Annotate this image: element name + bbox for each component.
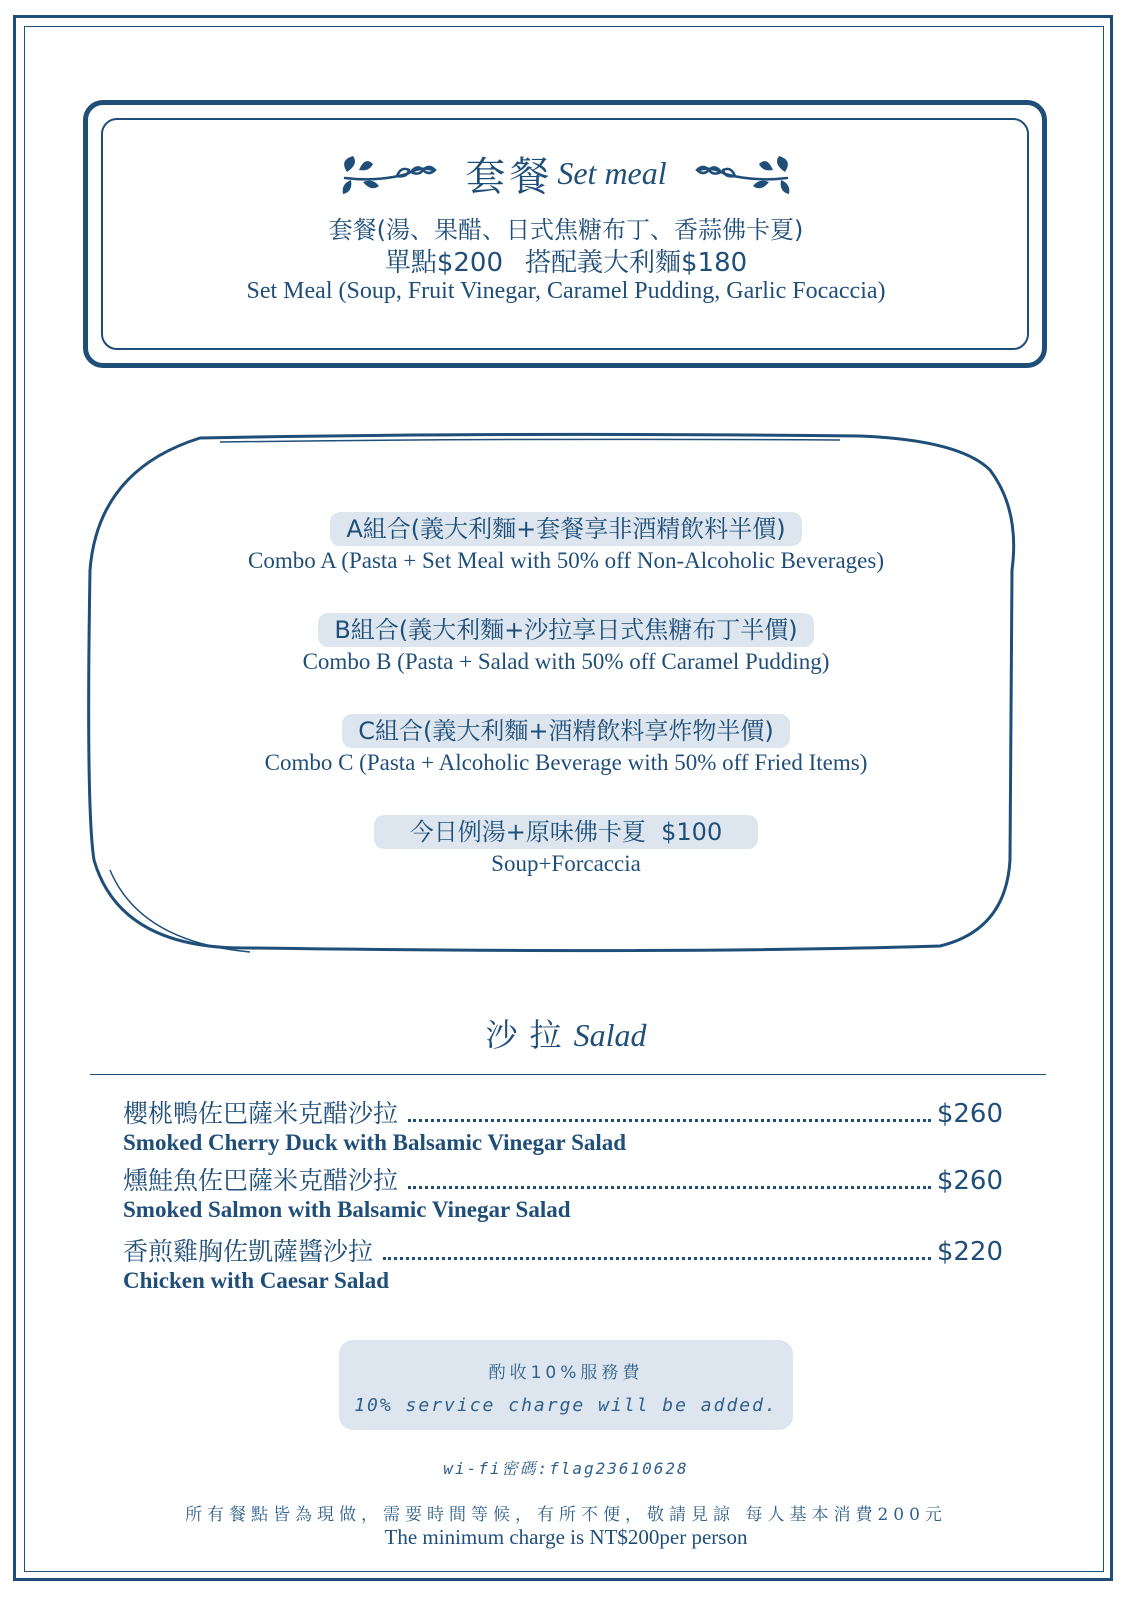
salad-title-zh: 沙拉 <box>485 1016 574 1054</box>
service-charge-en: 10% service charge will be added. <box>354 1395 778 1416</box>
notice-zh: 所有餐點皆為現做，需要時間等候，有所不便，敬請見諒 每人基本消費200元 <box>185 1505 947 1525</box>
menu-item-name-zh: 香煎雞胸佐凱薩醬沙拉 <box>123 1237 374 1266</box>
salad-heading <box>0 1010 1132 1054</box>
menu-item-price: $260 <box>936 1166 1003 1196</box>
menu-item-name-zh: 櫻桃鴨佐巴薩米克醋沙拉 <box>123 1099 399 1128</box>
menu-item-name-en: Chicken with Caesar Salad <box>123 1268 390 1293</box>
set-meal-title-en: Set meal <box>557 155 667 191</box>
price-with-pasta: 搭配義大利麵$180 <box>525 248 748 278</box>
combo-a-zh: A組合(義大利麵+套餐享非酒精飲料半價) <box>0 512 1132 546</box>
menu-item <box>123 1232 1003 1296</box>
minimum-charge-en: The minimum charge is NT$200per person <box>384 1525 748 1549</box>
service-charge-note <box>339 1340 793 1430</box>
set-meal-prices <box>0 242 1132 279</box>
menu-item-price: $260 <box>936 1099 1003 1129</box>
menu-item-name-en: Smoked Cherry Duck with Balsamic Vinegar Salad <box>123 1130 627 1155</box>
menu-item-price: $220 <box>936 1237 1003 1267</box>
vine-ornament-left-icon <box>337 152 447 196</box>
combo-c-zh: C組合(義大利麵+酒精飲料享炸物半價) <box>0 714 1132 748</box>
soup-focaccia-en: Soup+Forcaccia <box>491 851 641 876</box>
menu-item-name-en: Smoked Salmon with Balsamic Vinegar Salad <box>123 1197 571 1222</box>
menu-item <box>123 1094 1003 1158</box>
dot-leader <box>408 1186 931 1189</box>
combo-b-zh: B組合(義大利麵+沙拉享日式焦糖布丁半價) <box>0 613 1132 647</box>
dot-leader <box>383 1257 931 1260</box>
combo-box-frame <box>80 430 1060 970</box>
wifi-password: wi-fi密碼:flag23610628 <box>443 1459 689 1478</box>
set-meal-contents-en: Set Meal (Soup, Fruit Vinegar, Caramel Pudding, Garlic Focaccia) <box>246 278 886 304</box>
menu-item-name-zh: 燻鮭魚佐巴薩米克醋沙拉 <box>123 1166 399 1195</box>
set-meal-contents-zh: 套餐(湯、果醋、日式焦糖布丁、香蒜佛卡夏) <box>328 216 804 244</box>
set-meal-heading <box>0 145 1132 200</box>
combo-a-en: Combo A (Pasta + Set Meal with 50% off Non-Alcoholic Beverages) <box>248 548 884 573</box>
salad-title-en: Salad <box>573 1017 647 1053</box>
salad-divider <box>90 1074 1046 1075</box>
soup-focaccia-zh: 今日例湯+原味佛卡夏 $100 <box>0 815 1132 849</box>
dot-leader <box>408 1119 931 1122</box>
set-meal-title-zh: 套餐 <box>465 154 554 200</box>
price-single: 單點$200 <box>384 248 503 278</box>
service-charge-zh: 酌收10%服務費 <box>488 1363 644 1383</box>
combo-b-en: Combo B (Pasta + Salad with 50% off Caramel Pudding) <box>302 649 830 674</box>
menu-item <box>123 1161 1003 1225</box>
combo-c-en: Combo C (Pasta + Alcoholic Beverage with 50% off Fried Items) <box>264 750 868 775</box>
vine-ornament-right-icon <box>685 152 795 196</box>
